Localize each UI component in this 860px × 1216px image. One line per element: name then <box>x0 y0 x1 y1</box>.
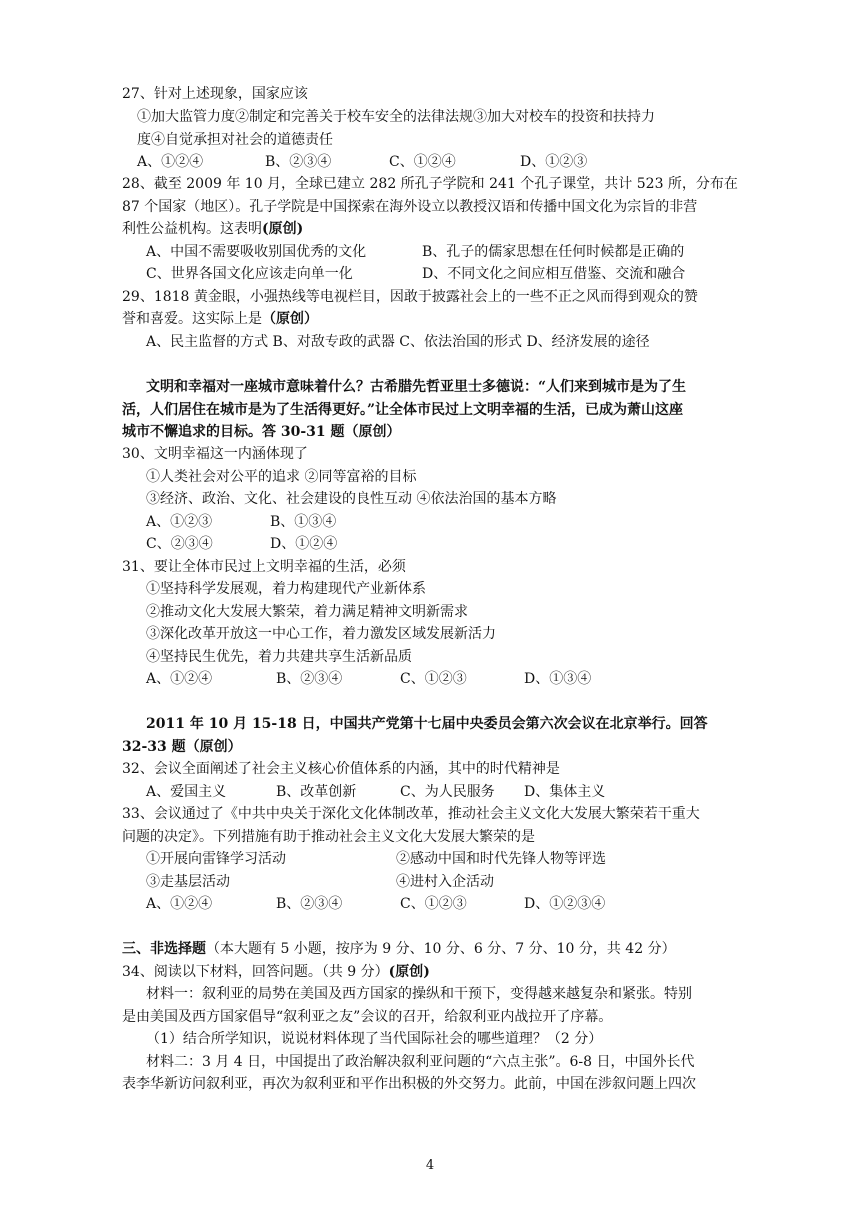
q34-original-tag: (原创) <box>388 964 430 980</box>
q33-option-c: C、①②③ <box>400 896 467 912</box>
q32-option-d: D、集体主义 <box>524 784 606 800</box>
q30-items-line2: ③经济、政治、文化、社会建设的良性互动 ④依法治国的基本方略 <box>146 491 557 507</box>
q28-line3 <box>122 218 303 240</box>
intro30-line1: 文明和幸福对一座城市意味着什么？古希腊先哲亚里士多德说：“人们来到城市是为了生 <box>146 379 687 395</box>
q27-stem: 27、针对上述现象，国家应该 <box>122 86 308 102</box>
q33-item3: ③走基层活动 <box>146 874 230 890</box>
q33-option-a: A、①②④ <box>146 896 213 912</box>
q28-line1: 28、截至 2009 年 10 月，全球已建立 282 所孔子学院和 241 个孔子课堂，共计 523 所，分布在 <box>122 176 738 192</box>
q27-option-d: D、①②③ <box>520 154 588 170</box>
q33-option-b: B、②③④ <box>276 896 343 912</box>
q28-line2: 87 个国家（地区）。孔子学院是中国探索在海外设立以教授汉语和传播中国文化为宗旨的非营 <box>122 199 698 215</box>
q32-stem: 32、会议全面阐述了社会主义核心价值体系的内涵，其中的时代精神是 <box>122 761 560 777</box>
q32-option-c: C、为人民服务 <box>400 784 495 800</box>
q32-option-b: B、改革创新 <box>276 784 357 800</box>
intro32-line2: 32-33 题（原创） <box>122 739 242 755</box>
q31-option-b: B、②③④ <box>276 671 343 687</box>
q27-items-line2: 度④自觉承担对社会的道德责任 <box>137 132 333 148</box>
q28-option-b: B、孔子的儒家思想在任何时候都是正确的 <box>422 244 685 260</box>
q28-original-tag: (原创) <box>262 221 304 237</box>
q27-option-a: A、①②④ <box>137 154 204 170</box>
q33-item1: ①开展向雷锋学习活动 <box>146 851 286 867</box>
q31-item1: ①坚持科学发展观，着力构建现代产业新体系 <box>146 581 426 597</box>
page-number: 4 <box>425 1158 435 1173</box>
q33-item4: ④进村入企活动 <box>396 874 494 890</box>
q30-option-a: A、①②③ <box>146 514 213 530</box>
q34-material1-line1: 材料一：叙利亚的局势在美国及西方国家的操纵和干预下，变得越来越复杂和紧张。特别 <box>146 986 692 1002</box>
intro30-line2: 活，人们居住在城市是为了生活得更好。”让全体市民过上文明幸福的生活，已成为萧山这座 <box>122 402 684 418</box>
q31-item2: ②推动文化大发展大繁荣，着力满足精神文明新需求 <box>146 604 468 620</box>
q34-material2-line1: 材料二：3 月 4 日，中国提出了政治解决叙利亚问题的“六点主张”。6-8 日，中国外长代 <box>146 1054 695 1070</box>
q28-option-d: D、不同文化之间应相互借鉴、交流和融合 <box>422 266 686 282</box>
intro32-line1: 2011 年 10 月 15-18 日，中国共产党第十七届中央委员会第六次会议在北京举行。回答 <box>146 716 708 732</box>
q33-line1: 33、会议通过了《中共中央关于深化文化体制改革，推动社会主义文化大发展大繁荣若干重大 <box>122 806 700 822</box>
q33-item2: ②感动中国和时代先锋人物等评选 <box>396 851 606 867</box>
section3-title: 三、非选择题 <box>122 941 206 957</box>
q31-stem: 31、要让全体市民过上文明幸福的生活，必须 <box>122 559 406 575</box>
q29-line2 <box>122 308 318 330</box>
q34-subquestion1: （1）结合所学知识，说说材料体现了当代国际社会的哪些道理？（2 分） <box>146 1031 603 1047</box>
q30-option-d: D、①②④ <box>270 536 338 552</box>
q30-option-b: B、①③④ <box>270 514 337 530</box>
q30-option-c: C、②③④ <box>146 536 213 552</box>
q32-option-a: A、爱国主义 <box>146 784 227 800</box>
q34-stem-line <box>122 961 430 983</box>
q31-item4: ④坚持民生优先，着力共建共享生活新品质 <box>146 649 412 665</box>
q31-option-c: C、①②③ <box>400 671 467 687</box>
q28-option-a: A、中国不需要吸收别国优秀的文化 <box>146 244 367 260</box>
q34-material2-line2: 表李华新访问叙利亚，再次为叙利亚和平作出积极的外交努力。此前，中国在涉叙问题上四次 <box>122 1076 696 1092</box>
q28-option-c: C、世界各国文化应该走向单一化 <box>146 266 353 282</box>
q29-line1: 29、1818 黄金眼，小强热线等电视栏目，因敢于披露社会上的一些不正之风而得到观众的赞 <box>122 289 698 305</box>
q33-line2: 问题的决定》。下列措施有助于推动社会主义文化大发展大繁荣的是 <box>122 829 535 845</box>
q27-option-c: C、①②④ <box>389 154 456 170</box>
q28-line3-text: 利性公益机构。这表明 <box>122 221 262 237</box>
q31-option-d: D、①③④ <box>524 671 592 687</box>
q27-items-line1: ①加大监管力度②制定和完善关于校车安全的法律法规③加大对校车的投资和扶持力 <box>137 109 655 125</box>
q29-original-tag: （原创） <box>262 311 318 327</box>
section3-heading <box>122 938 676 960</box>
section3-desc: （本大题有 5 小题，按序为 9 分、10 分、6 分、7 分、10 分，共 42 分） <box>206 941 676 957</box>
q30-items-line1: ①人类社会对公平的追求 ②同等富裕的目标 <box>146 469 417 485</box>
q27-option-b: B、②③④ <box>265 154 332 170</box>
q30-stem: 30、文明幸福这一内涵体现了 <box>122 446 308 462</box>
q31-item3: ③深化改革开放这一中心工作，着力激发区域发展新活力 <box>146 626 496 642</box>
q29-line2-text: 誉和喜爱。这实际上是 <box>122 311 262 327</box>
q29-options: A、民主监督的方式 B、对敌专政的武器 C、依法治国的形式 D、经济发展的途径 <box>146 334 650 350</box>
q31-option-a: A、①②④ <box>146 671 213 687</box>
intro30-line3: 城市不懈追求的目标。答 30-31 题（原创） <box>122 424 401 440</box>
q34-material1-line2: 是由美国及西方国家倡导“叙利亚之友”会议的召开，给叙利亚内战拉开了序幕。 <box>122 1009 613 1025</box>
q33-option-d: D、①②③④ <box>524 896 606 912</box>
q34-stem: 34、阅读以下材料，回答问题。（共 9 分） <box>122 964 389 980</box>
